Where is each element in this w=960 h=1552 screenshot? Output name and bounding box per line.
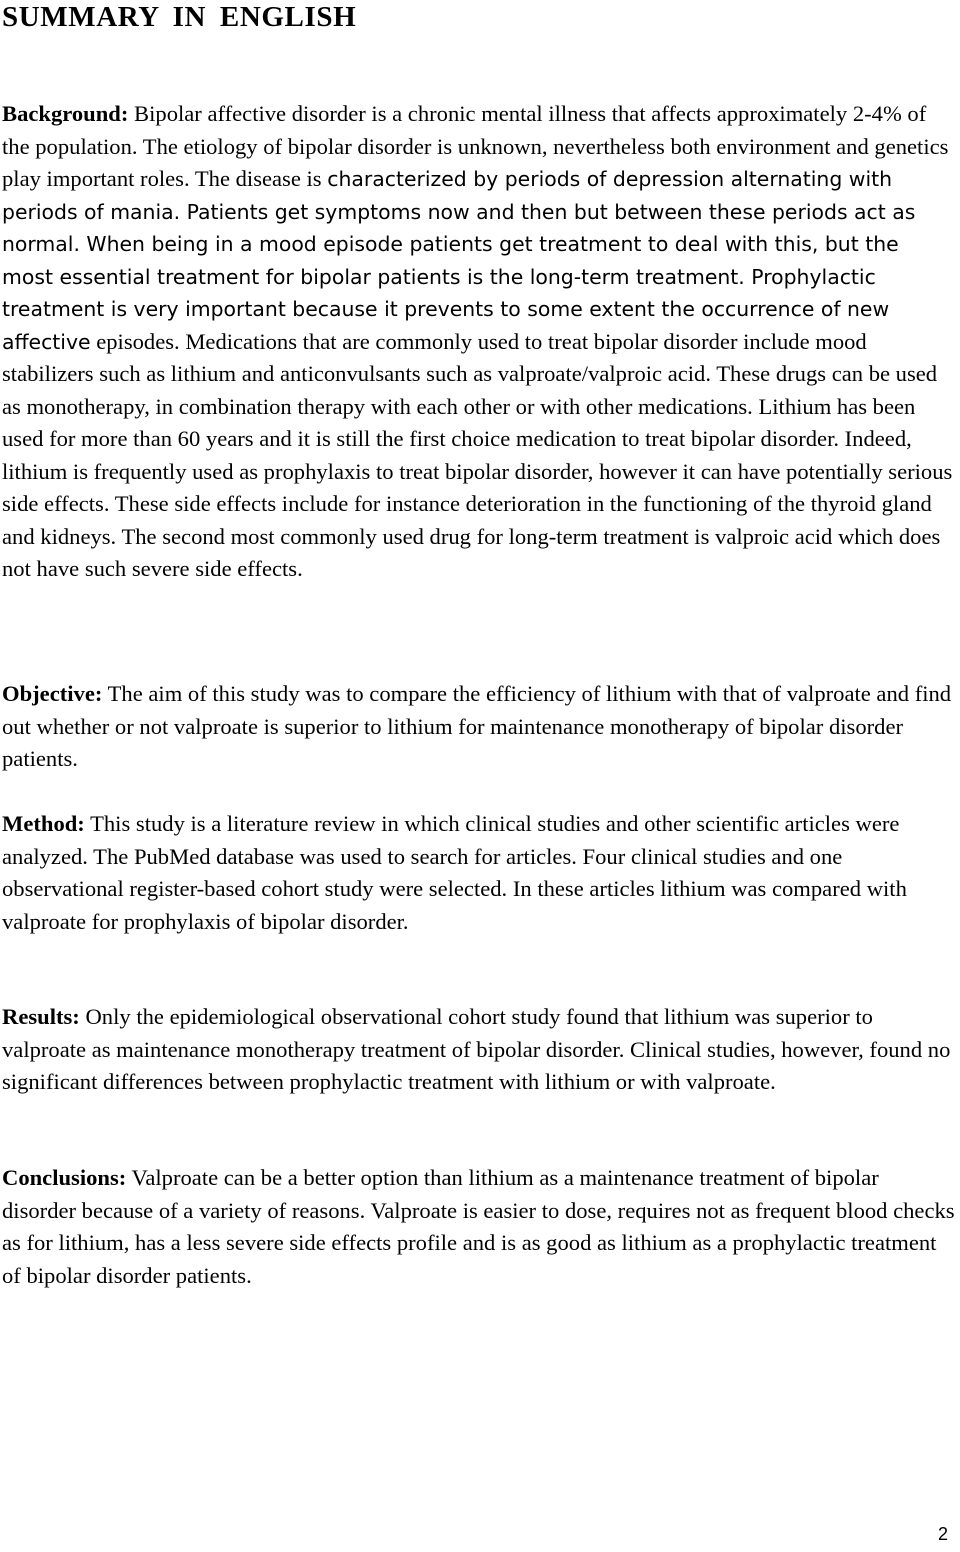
objective-text: The aim of this study was to compare the efficiency of lithium with that of valproate and find out whether or not valproate is superior to lithium for maintenance monotherapy of bipolar disorder patients.: [2, 681, 952, 771]
method-label: Method:: [2, 811, 85, 836]
method-paragraph: [2, 808, 956, 938]
page-number: 2: [937, 1524, 948, 1544]
conclusions-text: Valproate can be a better option than lithium as a maintenance treatment of bipolar disorder because of a variety of reasons. Valproate is easier to dose, requires not as frequent blood checks as for lithium, has a less severe side effects profile and is as good as lithium as a prophylactic treatment of bipolar disorder patients.: [2, 1165, 955, 1288]
objective-label: Objective:: [2, 681, 103, 706]
background-text-part-2: characterized by periods of depression alternating with periods of mania. Patients get symptoms now and then but between these periods act as normal. When being in a mood episode patients get treatment to deal with this, but the most essential treatment for bipolar patients is the long-term treatment. Prophylactic treatment is very important because it prevents to some extent the occurrence of new affective: [2, 167, 916, 354]
conclusions-label: Conclusions:: [2, 1165, 127, 1190]
background-text-part-3: episodes. Medications that are commonly used to treat bipolar disorder include mood stabilizers such as lithium and anticonvulsants such as valproate/valproic acid. These drugs can be used as monotherapy, in combination therapy with each other or with other medications. Lithium has been used for more than 60 years and it is still the first choice medication to treat bipolar disorder. Indeed, lithium is frequently used as prophylaxis to treat bipolar disorder, however it can have potentially serious side effects. These side effects include for instance deterioration in the functioning of the thyroid gland and kidneys. The second most commonly used drug for long-term treatment is valproic acid which does not have such severe side effects.: [2, 328, 953, 581]
method-text: This study is a literature review in which clinical studies and other scientific articles were analyzed. The PubMed database was used to search for articles. Four clinical studies and one observational register-based cohort study were selected. In these articles lithium was compared with valproate for prophylaxis of bipolar disorder.: [2, 811, 907, 934]
background-text-part-1: Bipolar affective disorder is a chronic mental illness that affects approximately 2-4% of the population. The etiology of bipolar disorder is unknown, nevertheless both environment and genetics play important roles. The disease is: [2, 101, 949, 191]
background-label: Background:: [2, 101, 129, 126]
background-paragraph: [2, 98, 956, 586]
objective-paragraph: [2, 678, 956, 776]
results-label: Results:: [2, 1004, 80, 1029]
results-paragraph: [2, 1001, 956, 1099]
results-text: Only the epidemiological observational cohort study found that lithium was superior to valproate as maintenance monotherapy treatment of bipolar disorder. Clinical studies, however, found no significant differences between prophylactic treatment with lithium or with valproate.: [2, 1004, 951, 1094]
page-title: SUMMARY IN ENGLISH: [2, 1, 357, 33]
conclusions-paragraph: [2, 1162, 956, 1292]
document-page: [2, 0, 956, 1288]
